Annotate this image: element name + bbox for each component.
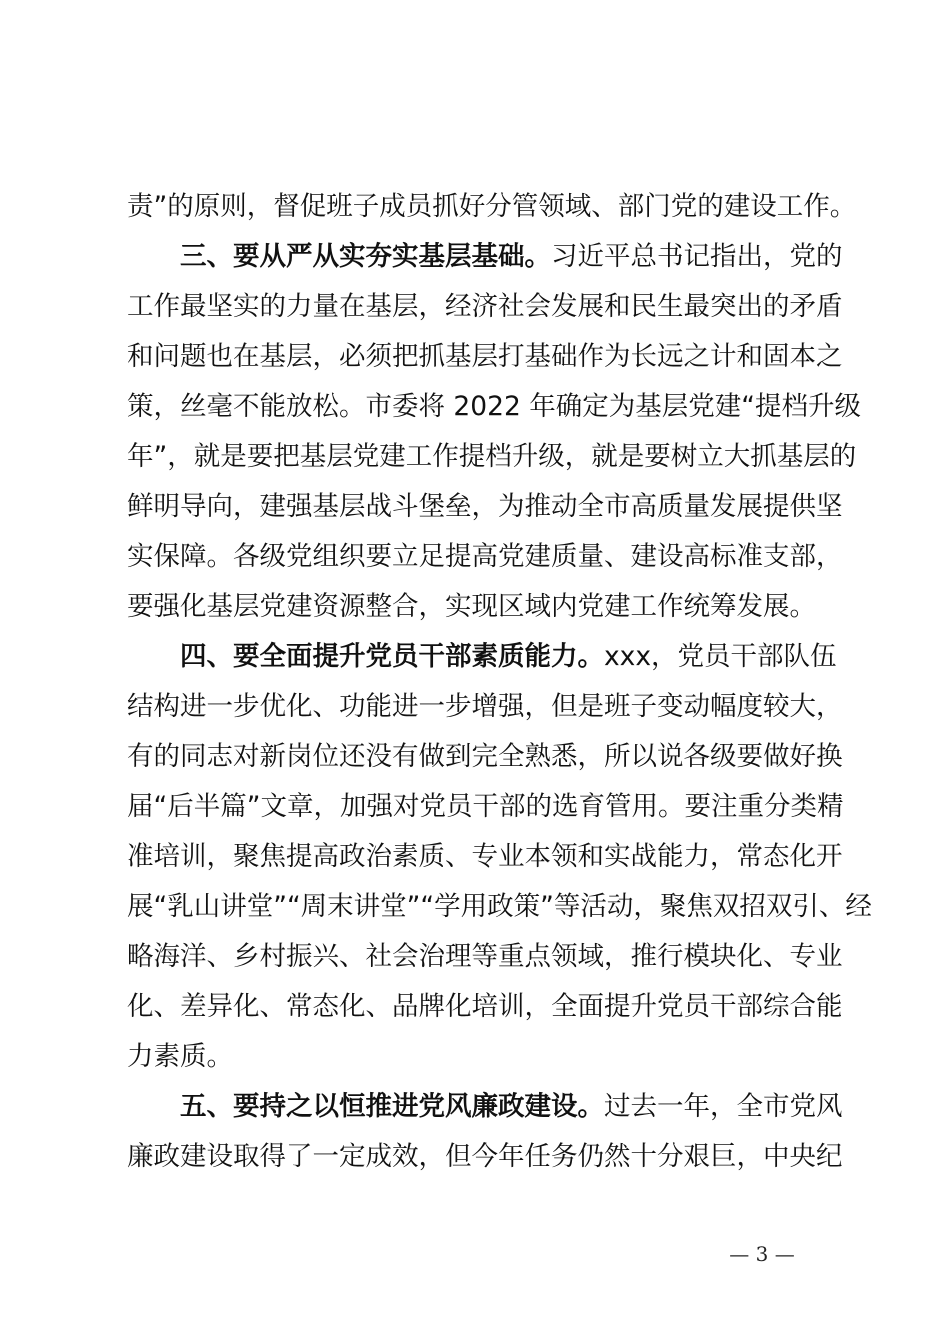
paragraph-line: 鲜明导向，建强基层战斗堡垒，为推动全市高质量发展提供坚 — [127, 491, 843, 522]
section-heading: 四、要全面提升党员干部素质能力。 — [180, 641, 604, 672]
paragraph-line: 展“乳山讲堂”“周末讲堂”“学用政策”等活动，聚焦双招双引、经 — [127, 891, 872, 922]
page-number: — 3 — — [729, 1242, 795, 1266]
paragraph-line: 有的同志对新岗位还没有做到完全熟悉，所以说各级要做好换 — [127, 741, 843, 772]
paragraph-line: 化、差异化、常态化、品牌化培训，全面提升党员干部综合能 — [127, 991, 843, 1022]
paragraph-line: 廉政建设取得了一定成效，但今年任务仍然十分艰巨，中央纪 — [127, 1141, 843, 1172]
paragraph-line: 届“后半篇”文章，加强对党员干部的选育管用。要注重分类精 — [127, 791, 844, 822]
paragraph-line: 工作最坚实的力量在基层，经济社会发展和民生最突出的矛盾 — [127, 291, 843, 322]
paragraph-line: 年”，就是要把基层党建工作提档升级，就是要树立大抓基层的 — [127, 441, 857, 472]
paragraph-line: 责”的原则，督促班子成员抓好分管领域、部门党的建设工作。 — [127, 191, 857, 222]
section-heading-line: 五、要持之以恒推进党风廉政建设。过去一年，全市党风 — [180, 1091, 843, 1122]
section-heading-line: 四、要全面提升党员干部素质能力。xxx，党员干部队伍 — [180, 641, 837, 672]
paragraph-line: 要强化基层党建资源整合，实现区域内党建工作统筹发展。 — [127, 591, 816, 622]
paragraph-line: 实保障。各级党组织要立足提高党建质量、建设高标准支部， — [127, 541, 843, 572]
paragraph-line: 结构进一步优化、功能进一步增强，但是班子变动幅度较大， — [127, 691, 843, 722]
section-heading: 三、要从严从实夯实基层基础。 — [180, 241, 551, 272]
paragraph-line: 准培训，聚焦提高政治素质、专业本领和实战能力，常态化开 — [127, 841, 843, 872]
paragraph-line: 和问题也在基层，必须把抓基层打基础作为长远之计和固本之 — [127, 341, 843, 372]
section-heading: 五、要持之以恒推进党风廉政建设。 — [180, 1091, 604, 1122]
section-heading-line: 三、要从严从实夯实基层基础。习近平总书记指出，党的 — [180, 241, 843, 272]
paragraph-line: 力素质。 — [127, 1041, 233, 1072]
paragraph-line: 策，丝毫不能放松。市委将 2022 年确定为基层党建“提档升级 — [127, 391, 862, 422]
paragraph-line: 略海洋、乡村振兴、社会治理等重点领域，推行模块化、专业 — [127, 941, 843, 972]
